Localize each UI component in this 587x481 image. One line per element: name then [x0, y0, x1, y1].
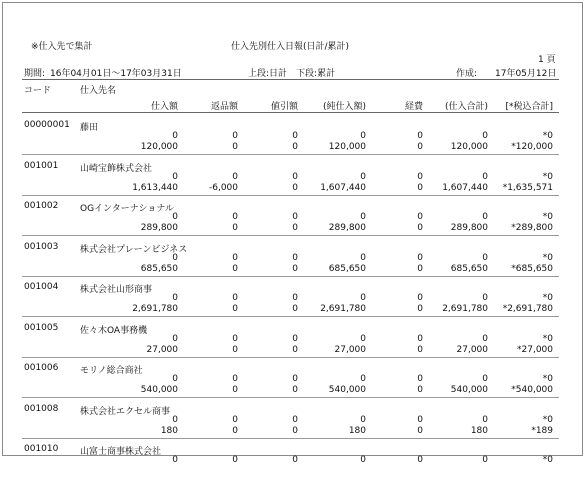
created-date: 17年05月12日: [495, 69, 557, 79]
supplier-name: 株式会社エクセル商事: [80, 406, 171, 417]
daily-total-value: 0: [482, 374, 488, 384]
cumulative-discount-value: 0: [292, 304, 298, 314]
table-row: [3, 197, 582, 238]
cumulative-expense-value: 0: [417, 142, 423, 152]
cumulative-purchase-value: 120,000: [140, 142, 178, 152]
cumulative-returns-value: -6,000: [208, 182, 238, 193]
row-divider: [22, 276, 559, 277]
cumulative-net-value: 2,691,780: [320, 304, 366, 314]
row-divider: [22, 195, 559, 196]
daily-discount-value: 0: [292, 252, 298, 263]
report-page: [2, 2, 583, 465]
cumulative-expense-value: 0: [417, 263, 423, 274]
daily-expense-value: 0: [417, 414, 423, 425]
cumulative-purchase-value: 289,800: [140, 223, 178, 233]
col-returns: 返品額: [210, 102, 238, 112]
cumulative-total-value: 120,000: [450, 142, 488, 152]
daily-total-value: 0: [482, 414, 488, 425]
created-label: 作成:: [456, 69, 478, 79]
cumulative-total-value: 1,607,440: [442, 182, 488, 193]
cumulative-returns-value: 0: [232, 263, 238, 274]
supplier-name: 山崎宝飾株式会社: [80, 163, 153, 174]
daily-tax-total-value: *0: [542, 171, 553, 182]
daily-tax-total-value: *0: [542, 374, 553, 384]
daily-discount-value: 0: [292, 293, 298, 303]
daily-tax-total-value: *0: [542, 455, 553, 465]
daily-discount-value: 0: [292, 212, 298, 222]
period-label: 期間:: [24, 69, 46, 79]
table-row: [3, 440, 582, 481]
cumulative-tax-total-value: *685,650: [511, 263, 553, 274]
cumulative-net-value: 289,800: [328, 223, 366, 233]
cumulative-purchase-value: 540,000: [140, 385, 178, 395]
cumulative-tax-total-value: *289,800: [511, 223, 553, 233]
daily-returns-value: 0: [232, 131, 238, 141]
supplier-code: 001005: [24, 322, 59, 333]
column-header-rule: [22, 112, 559, 113]
cumulative-total-value: 27,000: [456, 344, 488, 355]
daily-tax-total-value: *0: [542, 293, 553, 303]
daily-returns-value: 0: [232, 374, 238, 384]
daily-discount-value: 0: [292, 171, 298, 182]
col-purchase: 仕入額: [150, 102, 178, 112]
daily-net-value: 0: [360, 252, 366, 263]
daily-expense-value: 0: [417, 252, 423, 263]
page-number: 1 頁: [538, 55, 556, 65]
daily-net-value: 0: [360, 333, 366, 344]
daily-net-value: 0: [360, 455, 366, 465]
daily-expense-value: 0: [417, 455, 423, 465]
table-row: [3, 157, 582, 198]
report-title: 仕入先別仕入日報(日計/累計): [231, 42, 350, 52]
cumulative-total-value: 540,000: [450, 385, 488, 395]
daily-net-value: 0: [360, 293, 366, 303]
cumulative-returns-value: 0: [232, 304, 238, 314]
col-expense: 経費: [404, 102, 423, 112]
cumulative-tax-total-value: *540,000: [511, 385, 553, 395]
row-mode-note: 上段:日計 下段:累計: [248, 69, 336, 79]
cumulative-returns-value: 0: [232, 142, 238, 152]
col-total: (仕入合計): [444, 102, 488, 112]
cumulative-returns-value: 0: [232, 344, 238, 355]
cumulative-purchase-value: 685,650: [140, 263, 178, 274]
table-row: [3, 238, 582, 279]
daily-discount-value: 0: [292, 414, 298, 425]
daily-total-value: 0: [482, 131, 488, 141]
daily-total-value: 0: [482, 252, 488, 263]
daily-net-value: 0: [360, 414, 366, 425]
aggregation-note: ※仕入先で集計: [31, 42, 93, 52]
cumulative-purchase-value: 2,691,780: [132, 304, 178, 314]
daily-net-value: 0: [360, 131, 366, 141]
table-row: [3, 278, 582, 319]
cumulative-expense-value: 0: [417, 182, 423, 193]
cumulative-net-value: 1,607,440: [320, 182, 366, 193]
cumulative-discount-value: 0: [292, 142, 298, 152]
header-rule: [22, 79, 559, 80]
daily-tax-total-value: *0: [542, 212, 553, 222]
daily-total-value: 0: [482, 293, 488, 303]
daily-returns-value: 0: [232, 455, 238, 465]
daily-purchase-value: 0: [172, 333, 178, 344]
table-row: [3, 359, 582, 400]
daily-total-value: 0: [482, 333, 488, 344]
daily-purchase-value: 0: [172, 131, 178, 141]
daily-discount-value: 0: [292, 131, 298, 141]
daily-net-value: 0: [360, 374, 366, 384]
daily-purchase-value: 0: [172, 252, 178, 263]
supplier-name: OGインターナショナル: [80, 204, 174, 214]
cumulative-discount-value: 0: [292, 385, 298, 395]
daily-returns-value: 0: [232, 212, 238, 222]
supplier-name: 佐々木OA事務機: [80, 325, 148, 336]
daily-discount-value: 0: [292, 333, 298, 344]
cumulative-total-value: 685,650: [450, 263, 488, 274]
daily-purchase-value: 0: [172, 374, 178, 384]
cumulative-total-value: 289,800: [450, 223, 488, 233]
cumulative-returns-value: 0: [232, 425, 238, 436]
cumulative-expense-value: 0: [417, 223, 423, 233]
cumulative-discount-value: 0: [292, 344, 298, 355]
daily-tax-total-value: *0: [542, 414, 553, 425]
daily-returns-value: 0: [232, 252, 238, 263]
supplier-code: 001006: [24, 363, 59, 373]
daily-discount-value: 0: [292, 455, 298, 465]
cumulative-tax-total-value: *1,635,571: [502, 182, 553, 193]
daily-purchase-value: 0: [172, 171, 178, 182]
daily-total-value: 0: [482, 171, 488, 182]
daily-purchase-value: 0: [172, 212, 178, 222]
cumulative-net-value: 540,000: [328, 385, 366, 395]
table-row: [3, 319, 582, 360]
cumulative-expense-value: 0: [417, 385, 423, 395]
supplier-code: 001003: [24, 241, 59, 252]
row-divider: [22, 357, 559, 358]
daily-returns-value: 0: [232, 293, 238, 303]
daily-expense-value: 0: [417, 171, 423, 182]
daily-expense-value: 0: [417, 131, 423, 141]
daily-tax-total-value: *0: [542, 131, 553, 141]
cumulative-purchase-value: 180: [160, 425, 178, 436]
cumulative-net-value: 180: [348, 425, 366, 436]
supplier-name: モリノ総合商社: [80, 366, 143, 376]
row-divider: [22, 235, 559, 236]
cumulative-discount-value: 0: [292, 425, 298, 436]
col-tax-total: [*税込合計]: [505, 102, 553, 112]
daily-discount-value: 0: [292, 374, 298, 384]
supplier-code: 001001: [24, 160, 59, 171]
supplier-name: 藤田: [80, 123, 99, 133]
cumulative-tax-total-value: *27,000: [517, 344, 553, 355]
supplier-code: 00000001: [24, 120, 70, 130]
daily-returns-value: 0: [232, 333, 238, 344]
daily-total-value: 0: [482, 212, 488, 222]
supplier-name: 山富士商事株式会社: [80, 447, 162, 457]
cumulative-total-value: 180: [470, 425, 488, 436]
period-value: 16年04月01日～17年03月31日: [50, 69, 182, 79]
table-row: [3, 400, 582, 441]
col-net: (純仕入額): [322, 102, 366, 112]
cumulative-purchase-value: 1,613,440: [132, 182, 178, 193]
cumulative-net-value: 27,000: [334, 344, 366, 355]
cumulative-expense-value: 0: [417, 344, 423, 355]
cumulative-returns-value: 0: [232, 223, 238, 233]
row-divider: [22, 438, 559, 439]
supplier-name: 株式会社プレーンビジネス: [80, 244, 188, 255]
row-divider: [22, 316, 559, 317]
cumulative-tax-total-value: *189: [531, 425, 553, 436]
daily-net-value: 0: [360, 212, 366, 222]
supplier-code: 001008: [24, 403, 59, 414]
table-row: [3, 116, 582, 157]
cumulative-returns-value: 0: [232, 385, 238, 395]
row-divider: [22, 397, 559, 398]
daily-tax-total-value: *0: [542, 333, 553, 344]
supplier-code: 001010: [24, 444, 59, 454]
cumulative-net-value: 685,650: [328, 263, 366, 274]
daily-expense-value: 0: [417, 333, 423, 344]
row-divider: [22, 154, 559, 155]
cumulative-purchase-value: 27,000: [146, 344, 178, 355]
cumulative-discount-value: 0: [292, 263, 298, 274]
cumulative-tax-total-value: *2,691,780: [502, 304, 553, 314]
daily-expense-value: 0: [417, 374, 423, 384]
cumulative-tax-total-value: *120,000: [511, 142, 553, 152]
col-discount: 値引額: [270, 102, 298, 112]
daily-net-value: 0: [360, 171, 366, 182]
cumulative-discount-value: 0: [292, 182, 298, 193]
daily-tax-total-value: *0: [542, 252, 553, 263]
col-code: コード: [24, 86, 52, 96]
cumulative-expense-value: 0: [417, 425, 423, 436]
supplier-code: 001002: [24, 201, 59, 211]
daily-purchase-value: 0: [172, 293, 178, 303]
cumulative-discount-value: 0: [292, 223, 298, 233]
supplier-code: 001004: [24, 282, 59, 292]
supplier-name: 株式会社山形商事: [80, 285, 153, 295]
daily-expense-value: 0: [417, 293, 423, 303]
cumulative-expense-value: 0: [417, 304, 423, 314]
daily-returns-value: 0: [232, 171, 238, 182]
daily-returns-value: 0: [232, 414, 238, 425]
daily-purchase-value: 0: [172, 414, 178, 425]
cumulative-total-value: 2,691,780: [442, 304, 488, 314]
daily-expense-value: 0: [417, 212, 423, 222]
cumulative-net-value: 120,000: [328, 142, 366, 152]
col-supplier: 仕入先名: [80, 86, 117, 96]
daily-total-value: 0: [482, 455, 488, 465]
daily-purchase-value: 0: [172, 455, 178, 465]
